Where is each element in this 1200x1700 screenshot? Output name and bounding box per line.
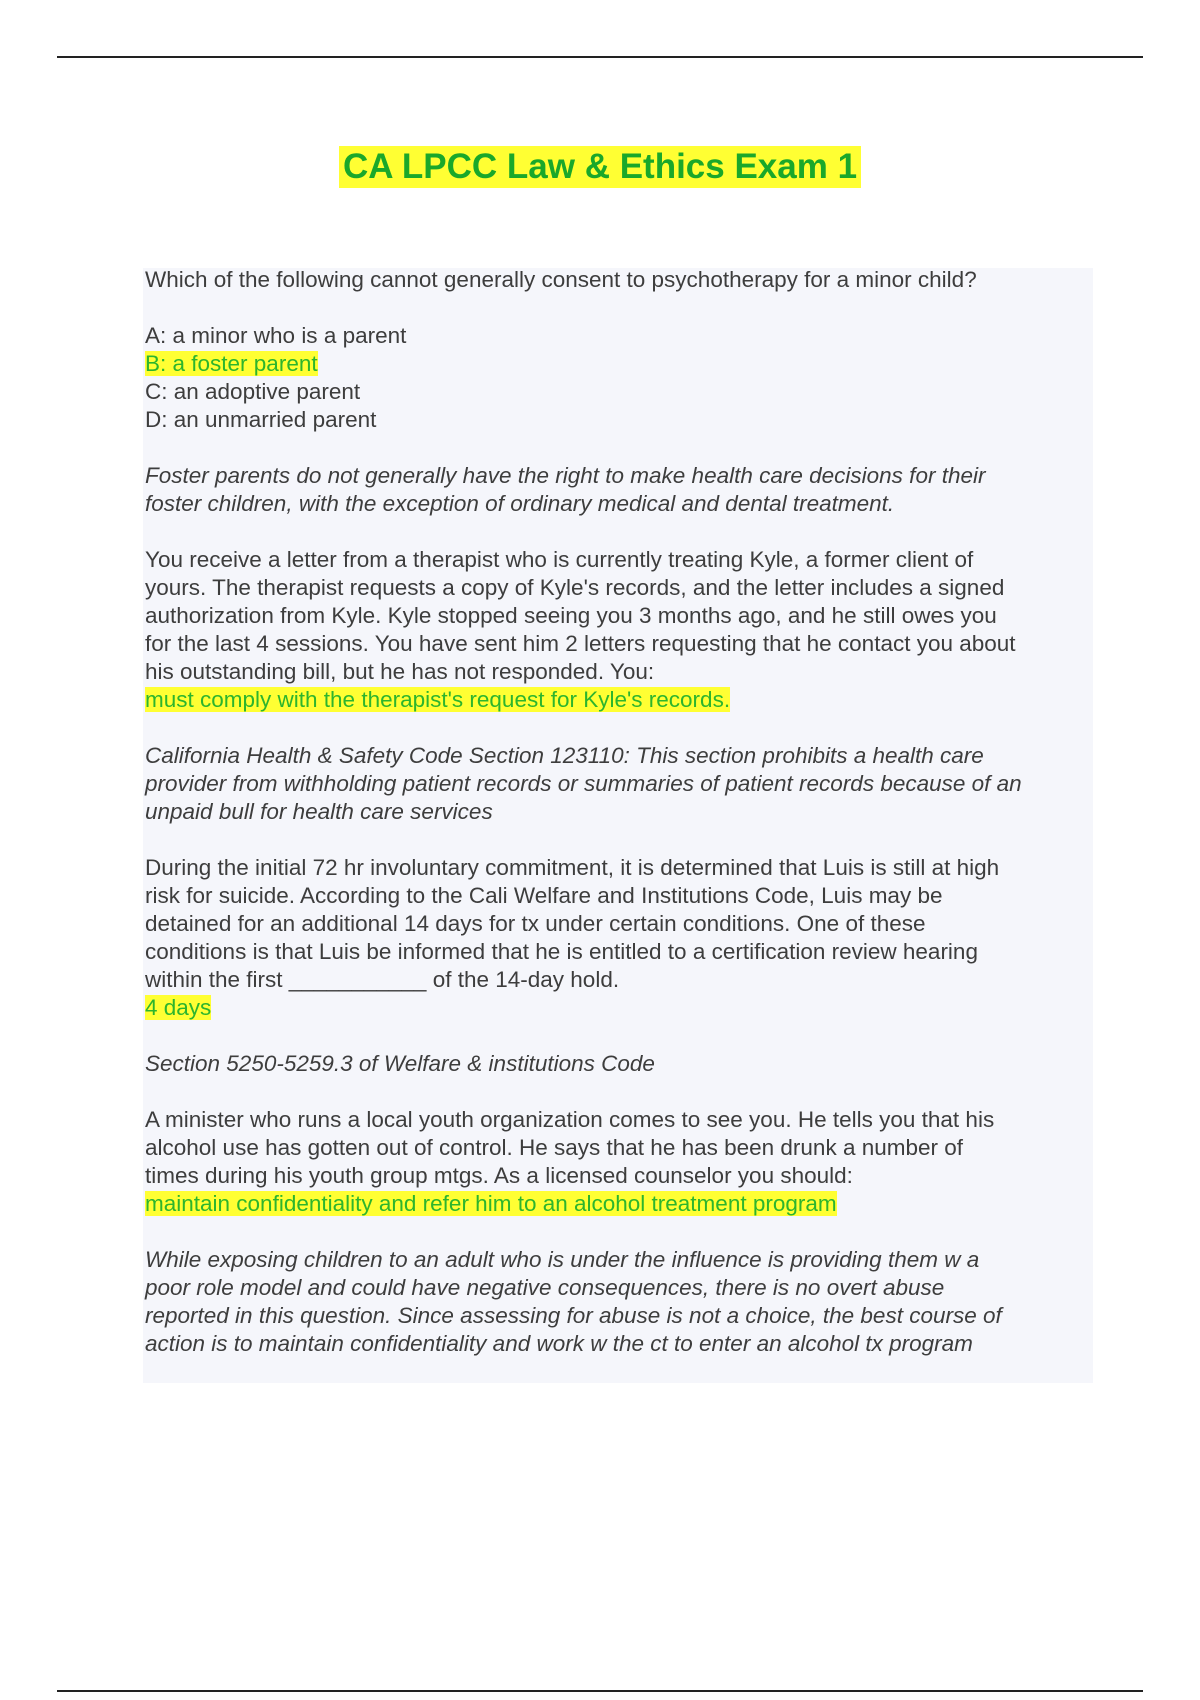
top-rule	[57, 56, 1143, 58]
answer-line	[145, 1190, 1095, 1218]
answer-option-a: A: a minor who is a parent	[145, 323, 407, 348]
answer-option-b-correct	[145, 350, 1095, 378]
question-line: risk for suicide. According to the Cali Welfare and Institutions Code, Luis may be	[145, 883, 943, 908]
explanation-line: foster children, with the exception of ordinary medical and dental treatment.	[145, 491, 895, 516]
qa-content	[145, 266, 1095, 1358]
qa-item-1	[145, 266, 1095, 518]
highlighted-answer: B: a foster parent	[145, 351, 318, 376]
question-line: alcohol use has gotten out of control. He says that he has been drunk a number of	[145, 1135, 964, 1160]
explanation-line: provider from withholding patient records or summaries of patient records because of an	[145, 771, 1022, 796]
question-line: yours. The therapist requests a copy of Kyle's records, and the letter includes a signed	[145, 575, 1005, 600]
qa-item-2	[145, 546, 1095, 826]
question-line: Which of the following cannot generally consent to psychotherapy for a minor child?	[145, 267, 977, 292]
answer-option-d: D: an unmarried parent	[145, 407, 377, 432]
explanation-line: poor role model and could have negative consequences, there is no overt abuse	[145, 1275, 945, 1300]
question-line: within the first ___________ of the 14-day hold.	[145, 967, 620, 992]
explanation-line: California Health & Safety Code Section 123110: This section prohibits a health care	[145, 743, 984, 768]
question-line: detained for an additional 14 days for tx under certain conditions. One of these	[145, 911, 926, 936]
page-title: CA LPCC Law & Ethics Exam 1	[339, 146, 861, 188]
question-line: A minister who runs a local youth organization comes to see you. He tells you that his	[145, 1107, 995, 1132]
answer-option-c: C: an adoptive parent	[145, 379, 361, 404]
title-block	[0, 146, 1200, 188]
highlighted-answer: maintain confidentiality and refer him to an alcohol treatment program	[145, 1191, 837, 1216]
explanation-line: Foster parents do not generally have the right to make health care decisions for their	[145, 463, 986, 488]
qa-item-3	[145, 854, 1095, 1078]
question-line: for the last 4 sessions. You have sent him 2 letters requesting that he contact you about	[145, 631, 1016, 656]
question-line: authorization from Kyle. Kyle stopped seeing you 3 months ago, and he still owes you	[145, 603, 997, 628]
question-line: You receive a letter from a therapist who is currently treating Kyle, a former client of	[145, 547, 974, 572]
question-line: times during his youth group mtgs. As a licensed counselor you should:	[145, 1163, 853, 1188]
explanation-line: action is to maintain confidentiality and work w the ct to enter an alcohol tx program	[145, 1331, 973, 1356]
explanation-line: unpaid bull for health care services	[145, 799, 493, 824]
explanation-line: Section 5250-5259.3 of Welfare & institutions Code	[145, 1051, 655, 1076]
question-line: his outstanding bill, but he has not responded. You:	[145, 659, 655, 684]
highlighted-answer: 4 days	[145, 995, 212, 1020]
answer-line	[145, 686, 1095, 714]
explanation-line: reported in this question. Since assessing for abuse is not a choice, the best course of	[145, 1303, 1002, 1328]
bottom-rule	[57, 1690, 1143, 1692]
answer-line	[145, 994, 1095, 1022]
question-line: During the initial 72 hr involuntary commitment, it is determined that Luis is still at high	[145, 855, 1000, 880]
question-line: conditions is that Luis be informed that he is entitled to a certification review hearing	[145, 939, 978, 964]
qa-item-4	[145, 1106, 1095, 1358]
explanation-line: While exposing children to an adult who is under the influence is providing them w a	[145, 1247, 980, 1272]
highlighted-answer: must comply with the therapist's request for Kyle's records.	[145, 687, 731, 712]
